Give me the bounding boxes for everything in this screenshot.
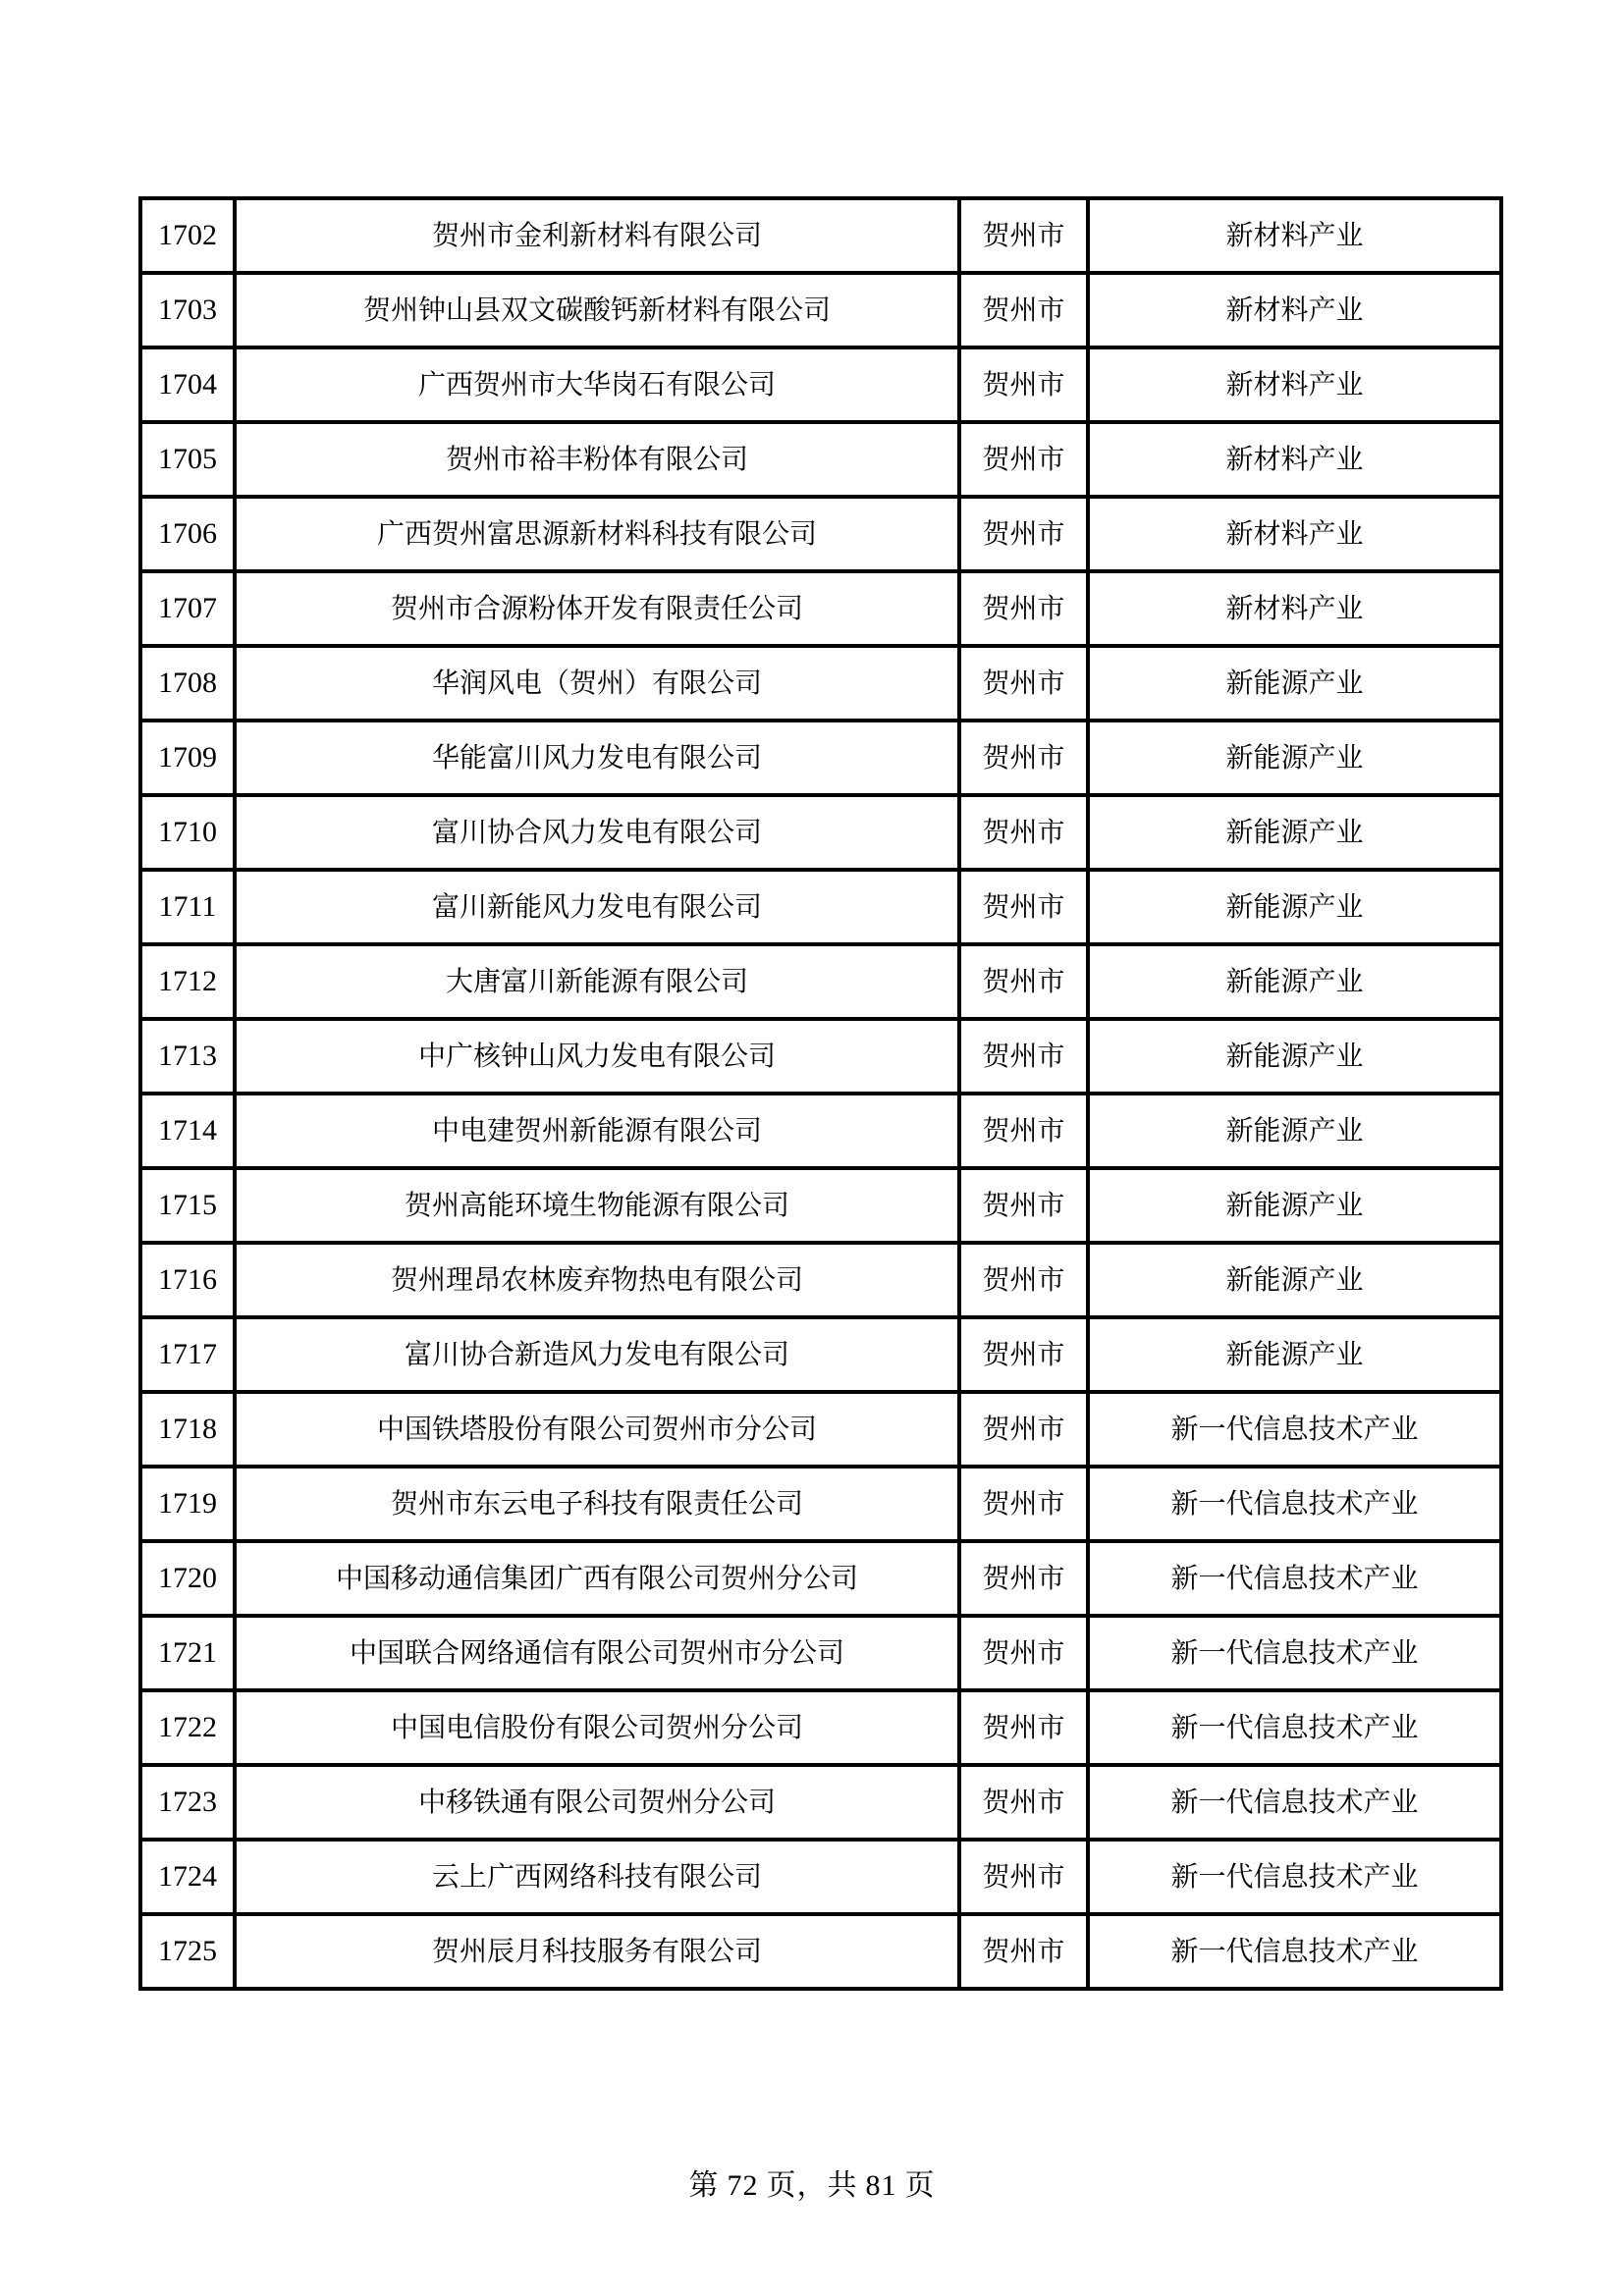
table-row — [140, 795, 1501, 870]
table-row — [140, 273, 1501, 347]
company-name-cell: 贺州高能环境生物能源有限公司 — [235, 1168, 959, 1243]
row-number-cell: 1712 — [140, 944, 235, 1019]
row-number-cell: 1706 — [140, 497, 235, 571]
industry-cell: 新能源产业 — [1088, 1317, 1501, 1392]
footer-prefix: 第 — [688, 2169, 720, 2202]
city-cell: 贺州市 — [959, 646, 1088, 721]
industry-cell: 新能源产业 — [1088, 944, 1501, 1019]
city-cell: 贺州市 — [959, 497, 1088, 571]
table-row — [140, 198, 1501, 273]
row-number-cell: 1723 — [140, 1765, 235, 1840]
table-row — [140, 1094, 1501, 1168]
table-row — [140, 347, 1501, 422]
city-cell: 贺州市 — [959, 870, 1088, 944]
company-name-cell: 广西贺州富思源新材料科技有限公司 — [235, 497, 959, 571]
table-row — [140, 1690, 1501, 1765]
company-name-cell: 贺州理昂农林废弃物热电有限公司 — [235, 1243, 959, 1317]
city-cell: 贺州市 — [959, 198, 1088, 273]
city-cell: 贺州市 — [959, 1690, 1088, 1765]
row-number-cell: 1702 — [140, 198, 235, 273]
industry-cell: 新材料产业 — [1088, 497, 1501, 571]
row-number-cell: 1713 — [140, 1019, 235, 1094]
city-cell: 贺州市 — [959, 1840, 1088, 1914]
industry-cell: 新能源产业 — [1088, 721, 1501, 795]
row-number-cell: 1725 — [140, 1914, 235, 1989]
industry-cell: 新材料产业 — [1088, 198, 1501, 273]
table-row — [140, 646, 1501, 721]
current-page-number: 72 — [727, 2169, 759, 2202]
industry-cell: 新能源产业 — [1088, 870, 1501, 944]
row-number-cell: 1707 — [140, 571, 235, 646]
city-cell: 贺州市 — [959, 944, 1088, 1019]
city-cell: 贺州市 — [959, 1914, 1088, 1989]
industry-cell: 新一代信息技术产业 — [1088, 1616, 1501, 1690]
table-row — [140, 1467, 1501, 1541]
row-number-cell: 1717 — [140, 1317, 235, 1392]
company-name-cell: 贺州市合源粉体开发有限责任公司 — [235, 571, 959, 646]
row-number-cell: 1719 — [140, 1467, 235, 1541]
row-number-cell: 1711 — [140, 870, 235, 944]
industry-cell: 新一代信息技术产业 — [1088, 1840, 1501, 1914]
table-row — [140, 422, 1501, 497]
city-cell: 贺州市 — [959, 1392, 1088, 1467]
row-number-cell: 1714 — [140, 1094, 235, 1168]
city-cell: 贺州市 — [959, 422, 1088, 497]
row-number-cell: 1721 — [140, 1616, 235, 1690]
company-name-cell: 富川协合风力发电有限公司 — [235, 795, 959, 870]
row-number-cell: 1724 — [140, 1840, 235, 1914]
city-cell: 贺州市 — [959, 1317, 1088, 1392]
company-name-cell: 中国电信股份有限公司贺州分公司 — [235, 1690, 959, 1765]
table-row — [140, 1840, 1501, 1914]
row-number-cell: 1708 — [140, 646, 235, 721]
industry-cell: 新一代信息技术产业 — [1088, 1392, 1501, 1467]
company-name-cell: 华能富川风力发电有限公司 — [235, 721, 959, 795]
table-row — [140, 870, 1501, 944]
row-number-cell: 1716 — [140, 1243, 235, 1317]
company-name-cell: 贺州市裕丰粉体有限公司 — [235, 422, 959, 497]
table-row — [140, 721, 1501, 795]
row-number-cell: 1709 — [140, 721, 235, 795]
row-number-cell: 1710 — [140, 795, 235, 870]
row-number-cell: 1705 — [140, 422, 235, 497]
company-name-cell: 大唐富川新能源有限公司 — [235, 944, 959, 1019]
table-row — [140, 1914, 1501, 1989]
company-name-cell: 中国联合网络通信有限公司贺州市分公司 — [235, 1616, 959, 1690]
city-cell: 贺州市 — [959, 795, 1088, 870]
city-cell: 贺州市 — [959, 1019, 1088, 1094]
industry-cell: 新能源产业 — [1088, 795, 1501, 870]
company-name-cell: 中移铁通有限公司贺州分公司 — [235, 1765, 959, 1840]
industry-cell: 新材料产业 — [1088, 273, 1501, 347]
total-page-count: 81 — [865, 2169, 897, 2202]
industry-cell: 新材料产业 — [1088, 571, 1501, 646]
industry-cell: 新材料产业 — [1088, 422, 1501, 497]
footer-suffix: 页 — [904, 2169, 936, 2202]
table-row — [140, 1392, 1501, 1467]
company-list-table — [138, 196, 1503, 1991]
row-number-cell: 1715 — [140, 1168, 235, 1243]
company-name-cell: 贺州市金利新材料有限公司 — [235, 198, 959, 273]
table-row — [140, 944, 1501, 1019]
table-row — [140, 1168, 1501, 1243]
company-name-cell: 中电建贺州新能源有限公司 — [235, 1094, 959, 1168]
industry-cell: 新能源产业 — [1088, 1168, 1501, 1243]
company-name-cell: 贺州辰月科技服务有限公司 — [235, 1914, 959, 1989]
row-number-cell: 1703 — [140, 273, 235, 347]
company-name-cell: 富川新能风力发电有限公司 — [235, 870, 959, 944]
industry-cell: 新一代信息技术产业 — [1088, 1541, 1501, 1616]
table-row — [140, 1019, 1501, 1094]
city-cell: 贺州市 — [959, 1541, 1088, 1616]
industry-cell: 新一代信息技术产业 — [1088, 1690, 1501, 1765]
page-footer — [0, 2161, 1624, 2204]
city-cell: 贺州市 — [959, 1243, 1088, 1317]
table-row — [140, 1317, 1501, 1392]
row-number-cell: 1720 — [140, 1541, 235, 1616]
company-name-cell: 贺州钟山县双文碳酸钙新材料有限公司 — [235, 273, 959, 347]
table-row — [140, 1616, 1501, 1690]
company-name-cell: 云上广西网络科技有限公司 — [235, 1840, 959, 1914]
table-row — [140, 1243, 1501, 1317]
industry-cell: 新能源产业 — [1088, 646, 1501, 721]
industry-cell: 新材料产业 — [1088, 347, 1501, 422]
city-cell: 贺州市 — [959, 1467, 1088, 1541]
city-cell: 贺州市 — [959, 1616, 1088, 1690]
industry-cell: 新能源产业 — [1088, 1243, 1501, 1317]
company-name-cell: 富川协合新造风力发电有限公司 — [235, 1317, 959, 1392]
city-cell: 贺州市 — [959, 571, 1088, 646]
company-name-cell: 中国移动通信集团广西有限公司贺州分公司 — [235, 1541, 959, 1616]
city-cell: 贺州市 — [959, 273, 1088, 347]
industry-cell: 新一代信息技术产业 — [1088, 1914, 1501, 1989]
table-row — [140, 1541, 1501, 1616]
row-number-cell: 1704 — [140, 347, 235, 422]
industry-cell: 新能源产业 — [1088, 1094, 1501, 1168]
company-name-cell: 中国铁塔股份有限公司贺州市分公司 — [235, 1392, 959, 1467]
table-row — [140, 497, 1501, 571]
footer-mid: 页，共 — [766, 2169, 858, 2202]
city-cell: 贺州市 — [959, 347, 1088, 422]
city-cell: 贺州市 — [959, 1094, 1088, 1168]
city-cell: 贺州市 — [959, 1168, 1088, 1243]
company-name-cell: 中广核钟山风力发电有限公司 — [235, 1019, 959, 1094]
row-number-cell: 1722 — [140, 1690, 235, 1765]
company-name-cell: 广西贺州市大华岗石有限公司 — [235, 347, 959, 422]
city-cell: 贺州市 — [959, 1765, 1088, 1840]
industry-cell: 新一代信息技术产业 — [1088, 1765, 1501, 1840]
industry-cell: 新一代信息技术产业 — [1088, 1467, 1501, 1541]
city-cell: 贺州市 — [959, 721, 1088, 795]
table-row — [140, 1765, 1501, 1840]
table-body — [140, 198, 1501, 1989]
industry-cell: 新能源产业 — [1088, 1019, 1501, 1094]
company-name-cell: 贺州市东云电子科技有限责任公司 — [235, 1467, 959, 1541]
table-row — [140, 571, 1501, 646]
company-name-cell: 华润风电（贺州）有限公司 — [235, 646, 959, 721]
row-number-cell: 1718 — [140, 1392, 235, 1467]
